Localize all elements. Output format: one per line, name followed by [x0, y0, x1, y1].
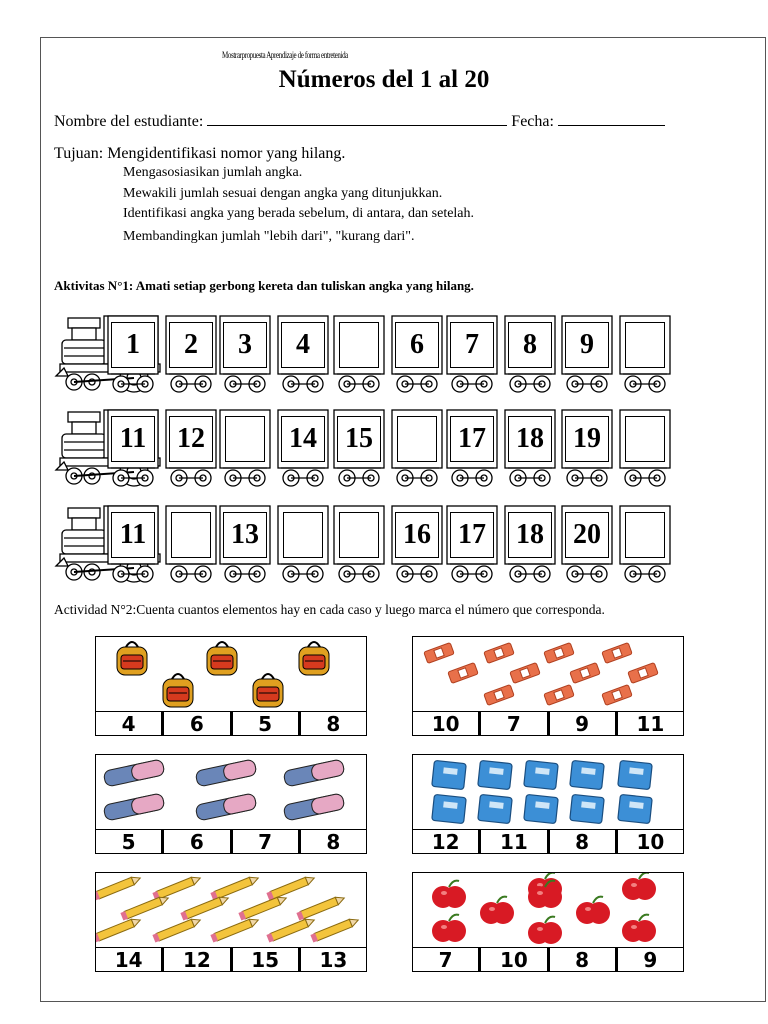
- pencil-icon: [180, 894, 229, 920]
- missing-number-box[interactable]: [171, 512, 211, 558]
- date-field[interactable]: [558, 112, 665, 126]
- wagon-number: 18: [508, 512, 552, 558]
- answer-option[interactable]: 8: [326, 711, 341, 736]
- missing-number-box[interactable]: [283, 512, 323, 558]
- pencil-icon: [152, 874, 201, 900]
- apple-icon: [480, 897, 514, 924]
- student-name-field[interactable]: [207, 112, 507, 126]
- answer-options: [96, 947, 366, 971]
- missing-number-box[interactable]: [225, 416, 265, 462]
- eraser-icon: [283, 759, 345, 787]
- notebook-icon-group: [413, 755, 683, 829]
- objectives-heading: Tujuan: Mengidentifikasi nomor yang hilang.: [54, 145, 346, 162]
- eraser-icon: [103, 793, 165, 821]
- pencil-icon: [296, 894, 345, 920]
- pencil-icon: [120, 894, 169, 920]
- count-card: [95, 636, 367, 736]
- wagon-number: 12: [169, 416, 213, 462]
- wagon-number: 13: [223, 512, 267, 558]
- wagon-number: 11: [111, 416, 155, 462]
- apple-icon: [432, 915, 466, 942]
- answer-options: [413, 947, 683, 971]
- missing-number-box[interactable]: [625, 416, 665, 462]
- answer-option[interactable]: 6: [164, 830, 232, 853]
- sharpener-icon: [570, 663, 600, 684]
- train-row-1: [54, 310, 734, 400]
- eraser-icon: [195, 759, 257, 787]
- answer-option[interactable]: 10: [413, 712, 481, 735]
- notebook-icon: [570, 760, 605, 789]
- answer-option[interactable]: 10: [481, 948, 549, 971]
- apple-icon: [432, 881, 466, 908]
- eraser-icon-group: [96, 755, 366, 829]
- answer-option[interactable]: 8: [326, 829, 341, 854]
- wagon-number: 18: [508, 416, 552, 462]
- count-card: [95, 754, 367, 854]
- notebook-icon: [432, 794, 467, 823]
- header-tagline: Mostrarpropuesta Aprendizaje de forma entretenida: [222, 50, 348, 60]
- backpack-icon: [253, 674, 283, 707]
- wagon-number: 15: [337, 416, 381, 462]
- answer-option[interactable]: 8: [550, 948, 618, 971]
- notebook-icon: [432, 760, 467, 789]
- answer-option[interactable]: 5: [233, 712, 301, 735]
- backpack-icon: [299, 642, 329, 675]
- answer-option[interactable]: 4: [96, 712, 164, 735]
- pencil-icon: [266, 874, 315, 900]
- missing-number-box[interactable]: [339, 512, 379, 558]
- wagon-number: 20: [565, 512, 609, 558]
- apple-icon: [622, 915, 656, 942]
- answer-options: [413, 829, 683, 853]
- objective-item: Membandingkan jumlah "lebih dari", "kurang dari".: [123, 229, 415, 244]
- missing-number-box[interactable]: [397, 416, 437, 462]
- eraser-icon: [195, 793, 257, 821]
- wagon-number: 1: [111, 322, 155, 368]
- missing-number-box[interactable]: [625, 512, 665, 558]
- notebook-icon: [524, 794, 559, 823]
- sharpener-icon-group: [413, 637, 683, 711]
- wagon-number: 11: [111, 512, 155, 558]
- pencil-icon: [238, 894, 287, 920]
- answer-option[interactable]: 11: [636, 711, 665, 736]
- sharpener-icon: [484, 685, 514, 706]
- wagon-number: 6: [395, 322, 439, 368]
- activity2-instruction: Actividad N°2:Cuenta cuantos elementos hay en cada caso y luego marca el número que corresponda.: [54, 602, 605, 617]
- backpack-icon: [117, 642, 147, 675]
- objective-item: Mengasosiasikan jumlah angka.: [123, 165, 303, 180]
- notebook-icon: [618, 794, 653, 823]
- sharpener-icon: [424, 643, 454, 664]
- sharpener-icon: [484, 643, 514, 664]
- count-card: [412, 636, 684, 736]
- answer-option[interactable]: 14: [96, 948, 164, 971]
- apple-icon: [576, 897, 610, 924]
- date-label: Fecha:: [511, 113, 554, 130]
- answer-option[interactable]: 12: [164, 948, 232, 971]
- answer-option[interactable]: 12: [413, 830, 481, 853]
- apple-icon-group: [413, 873, 683, 947]
- answer-option[interactable]: 7: [233, 830, 301, 853]
- objective-item: Mewakili jumlah sesuai dengan angka yang ditunjukkan.: [123, 186, 443, 201]
- apple-icon: [622, 873, 656, 900]
- pencil-icon: [210, 874, 259, 900]
- answer-option[interactable]: 7: [481, 712, 549, 735]
- answer-option[interactable]: 13: [319, 947, 348, 972]
- wagon-number: 9: [565, 322, 609, 368]
- activity1-instruction: Aktivitas N°1: Amati setiap gerbong kereta dan tuliskan angka yang hilang.: [54, 278, 474, 293]
- train-row-2: [54, 404, 734, 494]
- wagon-number: 16: [395, 512, 439, 558]
- missing-number-box[interactable]: [625, 322, 665, 368]
- count-card: [412, 754, 684, 854]
- answer-option[interactable]: 10: [636, 829, 665, 854]
- notebook-icon: [478, 794, 513, 823]
- answer-option[interactable]: 11: [481, 830, 549, 853]
- notebook-icon: [478, 760, 513, 789]
- student-name-label: Nombre del estudiante:: [54, 113, 204, 130]
- pencil-icon: [96, 916, 142, 942]
- answer-option[interactable]: 9: [643, 947, 658, 972]
- count-card: [95, 872, 367, 972]
- answer-option[interactable]: 6: [164, 712, 232, 735]
- sharpener-icon: [544, 685, 574, 706]
- answer-options: [413, 711, 683, 735]
- wagon-number: 7: [450, 322, 494, 368]
- sharpener-icon: [602, 685, 632, 706]
- pencil-icon: [266, 916, 315, 942]
- answer-option[interactable]: 15: [233, 948, 301, 971]
- backpack-icon: [207, 642, 237, 675]
- apple-icon: [528, 917, 562, 944]
- count-card: [412, 872, 684, 972]
- missing-number-box[interactable]: [339, 322, 379, 368]
- wagon-number: 2: [169, 322, 213, 368]
- answer-option[interactable]: 7: [413, 948, 481, 971]
- pencil-icon: [310, 916, 359, 942]
- sharpener-icon: [544, 643, 574, 664]
- answer-options: [96, 711, 366, 735]
- wagon-number: 17: [450, 416, 494, 462]
- answer-option[interactable]: 8: [550, 830, 618, 853]
- wagon-number: 17: [450, 512, 494, 558]
- wagon-number: 3: [223, 322, 267, 368]
- wagon-number: 14: [281, 416, 325, 462]
- backpack-icon: [163, 674, 193, 707]
- wagon-number: 4: [281, 322, 325, 368]
- eraser-icon: [283, 793, 345, 821]
- sharpener-icon: [602, 643, 632, 664]
- student-name-row: [54, 112, 665, 131]
- wagon-number: 8: [508, 322, 552, 368]
- page-title: Números del 1 al 20: [278, 66, 490, 93]
- eraser-icon: [103, 759, 165, 787]
- wagon-number: 19: [565, 416, 609, 462]
- notebook-icon: [570, 794, 605, 823]
- train-row-3: [54, 500, 734, 590]
- notebook-icon: [524, 760, 559, 789]
- answer-options: [96, 829, 366, 853]
- sharpener-icon: [510, 663, 540, 684]
- answer-option[interactable]: 5: [96, 830, 164, 853]
- answer-option[interactable]: 9: [550, 712, 618, 735]
- notebook-icon: [618, 760, 653, 789]
- sharpener-icon: [448, 663, 478, 684]
- pencil-icon: [152, 916, 201, 942]
- pencil-icon: [210, 916, 259, 942]
- objective-item: Identifikasi angka yang berada sebelum, di antara, dan setelah.: [123, 206, 475, 221]
- backpack-icon-group: [96, 637, 366, 711]
- sharpener-icon: [628, 663, 658, 684]
- pencil-icon: [96, 874, 142, 900]
- pencil-icon-group: [96, 873, 366, 947]
